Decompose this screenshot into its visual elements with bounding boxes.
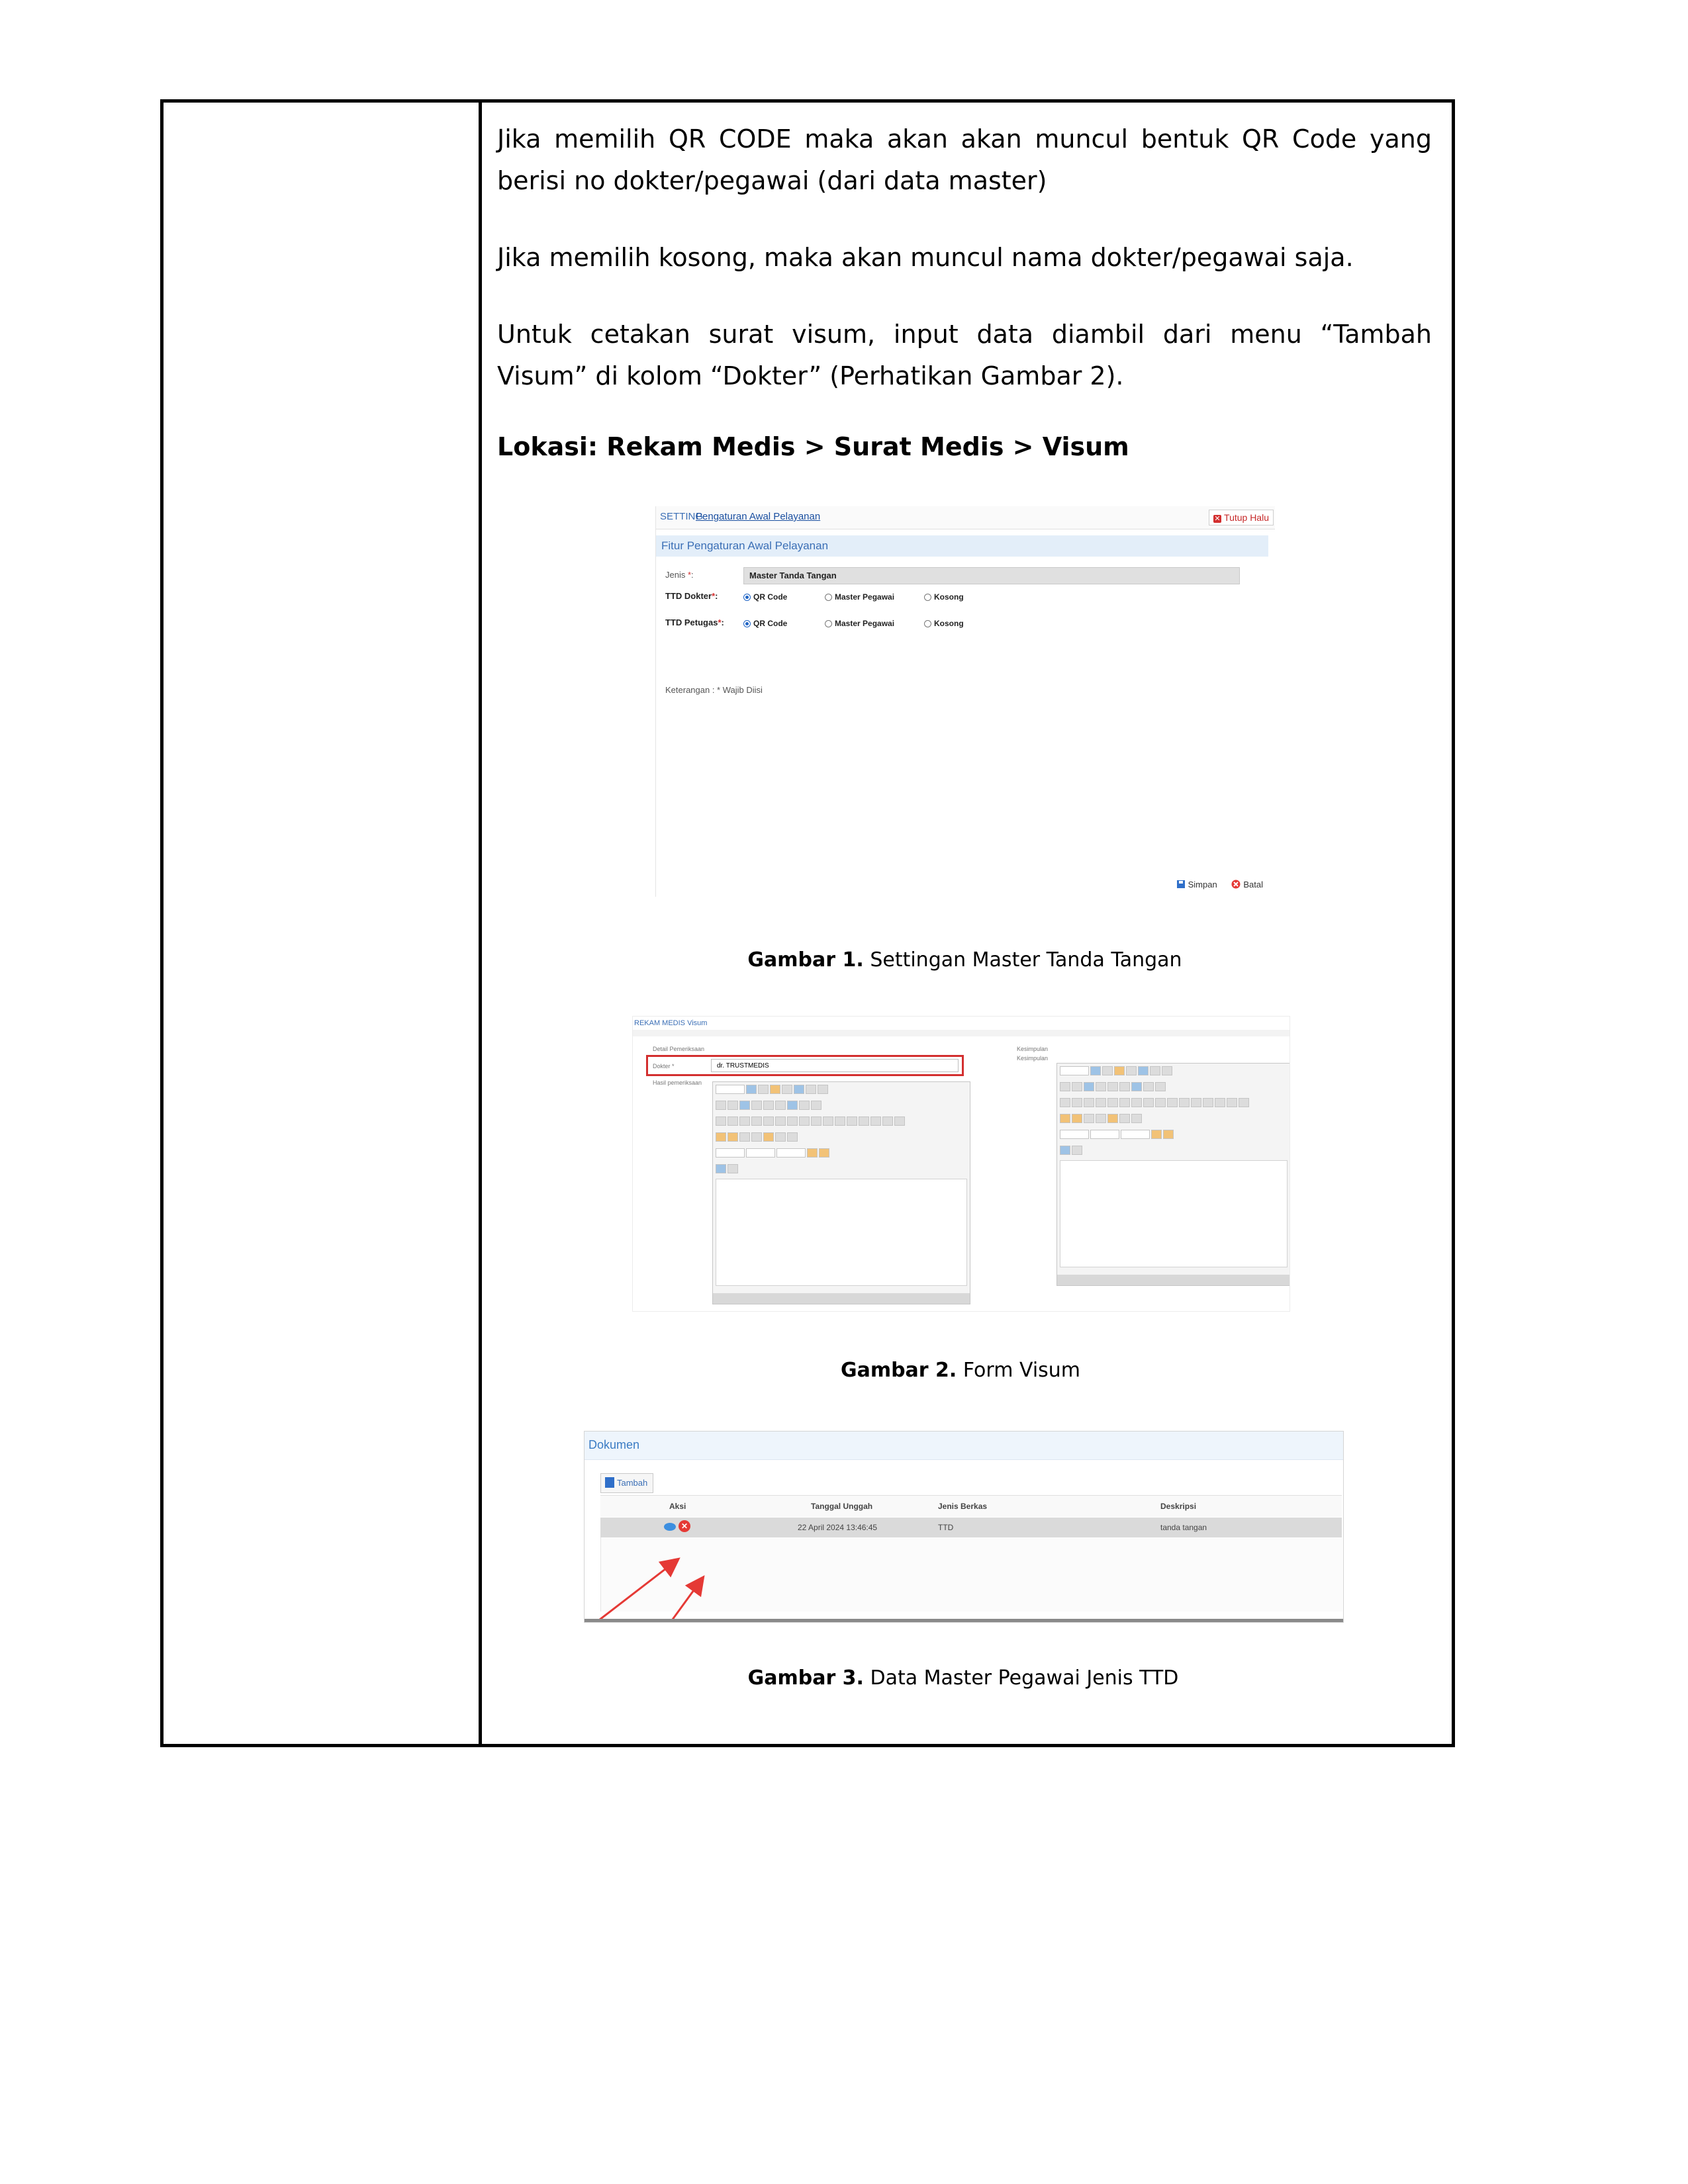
save-button[interactable]: Simpan [1176, 880, 1217, 889]
editor-toolbar [716, 1147, 831, 1159]
figure1-screenshot [655, 506, 1275, 897]
hasil-editor[interactable] [712, 1081, 970, 1304]
ttd-dokter-qr-radio[interactable]: QR Code [743, 592, 787, 602]
column-tanggal: Tanggal Unggah [811, 1502, 873, 1511]
paragraph-visum: Untuk cetakan surat visum, input data diambil dari menu “Tambah Visum” di kolom “Dokter” (Perhatikan Gambar 2). [497, 320, 1432, 390]
radio-selected-icon [743, 620, 751, 627]
column-jenis: Jenis Berkas [938, 1502, 988, 1511]
editor-toolbar [716, 1115, 906, 1127]
jenis-label: Jenis *: [665, 570, 694, 580]
kesimpulan-label-2: Kesimpulan [1017, 1055, 1049, 1062]
arrow-to-delete [671, 1578, 702, 1622]
editor-footer [1057, 1275, 1290, 1285]
ttd-dokter-label: TTD Dokter*: [665, 591, 718, 601]
radio-empty-icon [924, 620, 931, 627]
source-button[interactable] [716, 1085, 745, 1094]
figure2-screenshot [632, 1016, 1290, 1312]
action-buttons [1176, 880, 1263, 889]
dokter-select[interactable]: dr. TRUSTMEDIS [711, 1059, 959, 1072]
paragraph-kosong: Jika memilih kosong, maka akan muncul nama dokter/pegawai saja. [497, 243, 1354, 272]
ttd-petugas-pegawai-radio[interactable]: Master Pegawai [825, 619, 894, 628]
cell-tanggal: 22 April 2024 13:46:45 [798, 1523, 878, 1532]
ttd-dokter-kosong-radio[interactable]: Kosong [924, 592, 964, 602]
editor-toolbar [716, 1163, 739, 1175]
editor-footer [713, 1293, 970, 1304]
cancel-button[interactable]: Batal [1231, 880, 1263, 889]
breadcrumb-root: SETTING [660, 511, 704, 522]
arrow-to-view [596, 1560, 677, 1622]
editor-toolbar [716, 1083, 829, 1095]
editor-toolbar [1060, 1128, 1175, 1140]
figure2-caption: Gambar 2. Form Visum [840, 1359, 1081, 1382]
radio-empty-icon [924, 594, 931, 601]
cell-jenis: TTD [938, 1523, 954, 1532]
hasil-label: Hasil pemeriksaan [653, 1079, 702, 1086]
editor-toolbar [1060, 1081, 1167, 1093]
breadcrumb[interactable]: REKAM MEDIS Visum [634, 1019, 708, 1027]
kesimpulan-label: Kesimpulan [1017, 1046, 1049, 1052]
figure1-caption: Gambar 1. Settingan Master Tanda Tangan [747, 948, 1182, 972]
panel-header [656, 535, 1268, 557]
ttd-petugas-label: TTD Petugas*: [665, 617, 724, 627]
editor-toolbar [716, 1131, 799, 1143]
jenis-select[interactable] [743, 567, 1240, 584]
radio-empty-icon [825, 620, 832, 627]
paragraph-qr-code: Jika memilih QR CODE maka akan akan muncul bentuk QR Code yang berisi no dokter/pegawai (dari data master) [497, 124, 1432, 195]
detail-label: Detail Pemeriksaan [653, 1046, 705, 1052]
delete-icon[interactable]: ✕ [679, 1520, 690, 1532]
editor-toolbar [1060, 1144, 1084, 1156]
keterangan-note: Keterangan : * Wajib Diisi [665, 685, 763, 695]
close-label: Tutup Halu [1224, 512, 1269, 523]
column-divider [479, 103, 482, 1744]
kesimpulan-editor[interactable] [1056, 1063, 1290, 1286]
location-heading: Lokasi: Rekam Medis > Surat Medis > Visum [497, 432, 1129, 461]
column-aksi: Aksi [669, 1502, 686, 1511]
breadcrumb [656, 506, 1275, 529]
save-icon [1176, 880, 1186, 889]
kesimpulan-textarea[interactable] [1060, 1160, 1288, 1267]
column-deskripsi: Deskripsi [1160, 1502, 1197, 1511]
cancel-icon [1231, 880, 1241, 889]
radio-selected-icon [743, 594, 751, 601]
editor-toolbar [716, 1099, 823, 1111]
cell-deskripsi: tanda tangan [1160, 1523, 1207, 1532]
figure3-screenshot [584, 1431, 1344, 1623]
close-icon: ✕ [1214, 515, 1221, 523]
breadcrumb-link[interactable]: Pengaturan Awal Pelayanan [696, 511, 821, 522]
dokter-label: Dokter * [653, 1063, 675, 1069]
close-page-button[interactable] [1209, 510, 1274, 525]
hasil-textarea[interactable] [716, 1179, 967, 1286]
jenis-value: Master Tanda Tangan [749, 570, 837, 580]
annotation-arrows [585, 1432, 1343, 1622]
add-button[interactable]: Tambah [600, 1473, 653, 1493]
editor-toolbar [1060, 1097, 1250, 1109]
ttd-petugas-qr-radio[interactable]: QR Code [743, 619, 787, 628]
panel-title: Fitur Pengaturan Awal Pelayanan [661, 539, 829, 552]
ttd-petugas-kosong-radio[interactable]: Kosong [924, 619, 964, 628]
content-cell [497, 118, 1432, 461]
figure3-caption: Gambar 3. Data Master Pegawai Jenis TTD [747, 1666, 1179, 1690]
ttd-dokter-pegawai-radio[interactable]: Master Pegawai [825, 592, 894, 602]
radio-empty-icon [825, 594, 832, 601]
header-strip [633, 1030, 1289, 1036]
bottom-border [585, 1619, 1343, 1622]
editor-toolbar [1060, 1065, 1174, 1077]
editor-toolbar [1060, 1113, 1143, 1124]
dokumen-title: Dokumen [588, 1438, 640, 1451]
